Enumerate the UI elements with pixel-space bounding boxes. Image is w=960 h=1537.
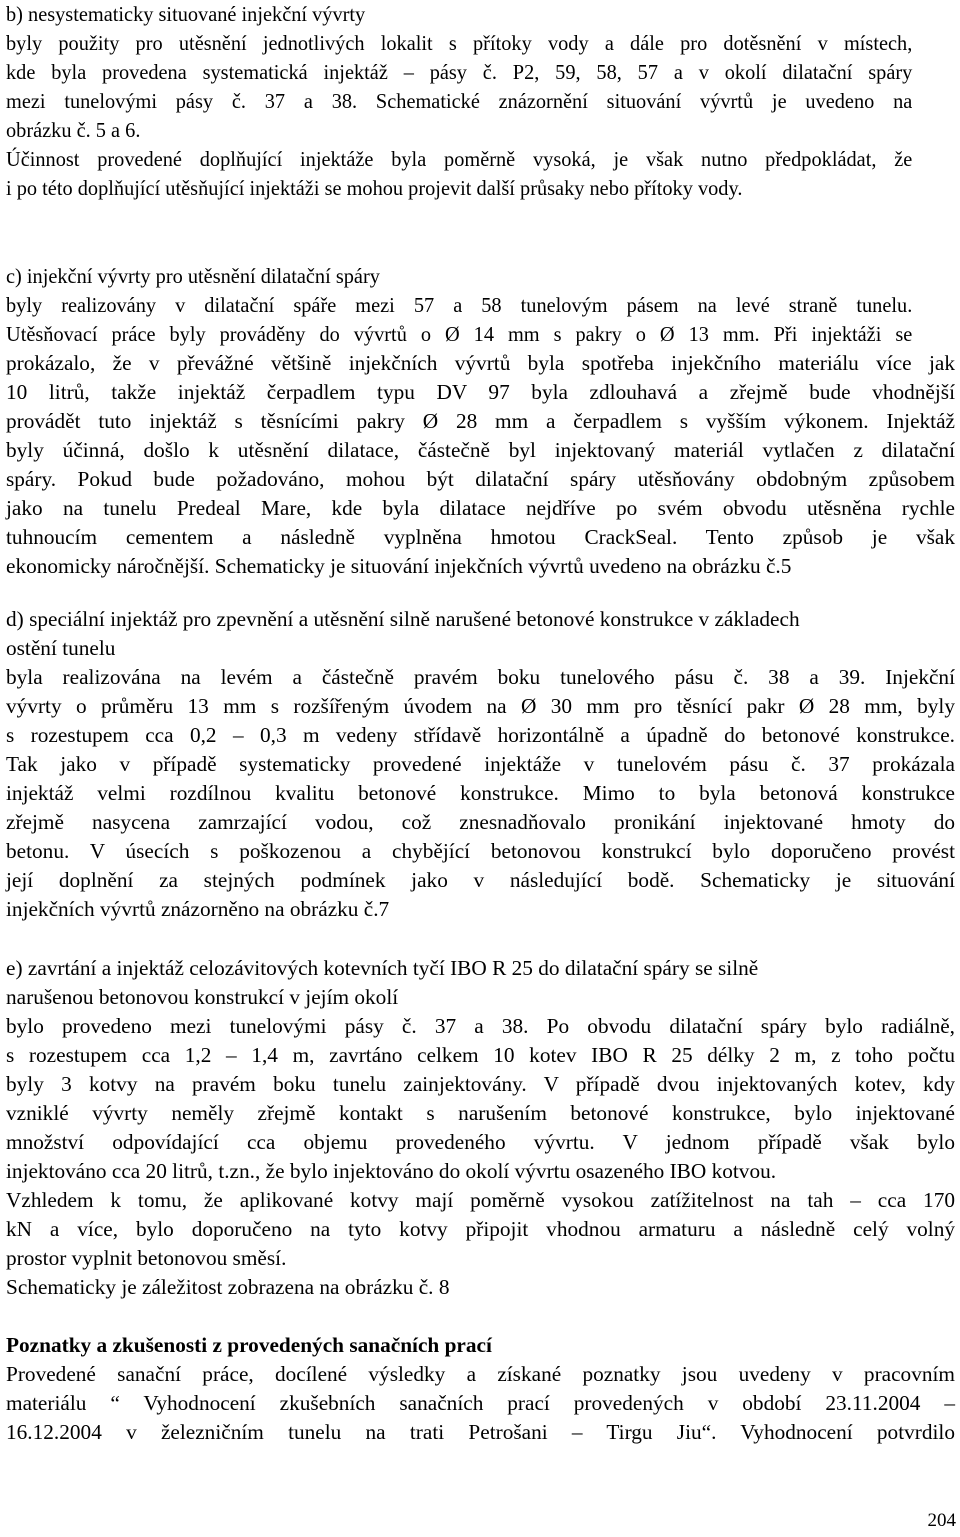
text-line: Účinnost provedené doplňující injektáže byla poměrně vysoká, je však nutno předpokládat, že (6, 147, 913, 171)
text-line: betonu. V úsecích s poškozenou a chybějící betonovou konstrukcí bylo doporučeno provést (6, 839, 955, 863)
text-line: injektáž velmi rozdílnou kvalitu betonové konstrukce. Mimo to byla betonová konstrukce (6, 781, 955, 805)
text-line: c) injekční vývrty pro utěsnění dilatační spáry (6, 264, 380, 288)
text-line: bylo provedeno mezi tunelovými pásy č. 37 a 38. Po obvodu dilatační spáry bylo radiálně, (6, 1014, 955, 1038)
text-line: Utěsňovací práce byly prováděny do vývrtů o Ø 14 mm s pakry o Ø 13 mm. Při injektáži se (6, 322, 913, 346)
text-line: kN a více, bylo doporučeno na tyto kotvy připojit vhodnou armaturu a následně celý volný (6, 1217, 955, 1241)
text-line: Tak jako v případě systematicky provedené injektáže v tunelovém pásu č. 37 prokázala (6, 752, 955, 776)
text-line: tuhnoucím cementem a následně vyplněna hmotou CrackSeal. Tento způsob je však (6, 525, 955, 549)
text-line: prokázalo, že v převážné většině injekčních vývrtů byla spotřeba injekčního materiálu více jak (6, 351, 955, 375)
text-line: b) nesystematicky situované injekční vývrty (6, 2, 366, 26)
text-line: jako na tunelu Predeal Mare, kde byla dilatace nejdříve po svém obvodu utěsněna rychle (6, 496, 955, 520)
text-line: byly realizovány v dilatační spáře mezi 57 a 58 tunelovým pásem na levé straně tunelu. (6, 293, 913, 317)
text-line: byly použity pro utěsnění jednotlivých lokalit s přítoky vody a dále pro dotěsnění v místech, (6, 31, 913, 55)
text-line: 16.12.2004 v železničním tunelu na trati Petrošani – Tirgu Jiu“. Vyhodnocení potvrdilo (6, 1420, 955, 1444)
text-line: zřejmě nasycena zamrzající vodou, což znesnadňovalo pronikání injektované hmoty do (6, 810, 955, 834)
text-line: vzniklé vývrty neměly zřejmě kontakt s narušením betonové konstrukce, bylo injektované (6, 1101, 955, 1125)
text-line: materiálu “ Vyhodnocení zkušebních sanačních prací provedených v období 23.11.2004 – (6, 1391, 955, 1415)
text-line: Schematicky je záležitost zobrazena na obrázku č. 8 (6, 1275, 450, 1299)
text-line: Provedené sanační práce, docílené výsledky a získané poznatky jsou uvedeny v pracovním (6, 1362, 955, 1386)
text-line: provádět tuto injektáž s těsnícími pakry Ø 28 mm a čerpadlem s vyšším výkonem. Injektáž (6, 409, 955, 433)
text-line: injekčních vývrtů znázorněno na obrázku č.7 (6, 897, 390, 921)
text-line: ostění tunelu (6, 636, 116, 660)
text-line: vývrty o průměru 13 mm s rozšířeným úvodem na Ø 30 mm pro těsnící pakr Ø 28 mm, byly (6, 694, 955, 718)
text-line: injektováno cca 20 litrů, t.zn., že bylo injektováno do okolí vývrtu osazeného IBO kotvou. (6, 1159, 777, 1183)
text-line: s rozestupem cca 1,2 – 1,4 m, zavrtáno celkem 10 kotev IBO R 25 délky 2 m, z toho počtu (6, 1043, 955, 1067)
text-line: narušenou betonovou konstrukcí v jejím okolí (6, 985, 399, 1009)
text-line: byly účinná, došlo k utěsnění dilatace, částečně byl injektovaný materiál vytlačen z dilatační (6, 438, 955, 462)
text-line: kde byla provedena systematická injektáž – pásy č. P2, 59, 58, 57 a v okolí dilatační spáry (6, 60, 913, 84)
text-line: d) speciální injektáž pro zpevnění a utěsnění silně narušené betonové konstrukce v základech (6, 607, 800, 631)
text-line: s rozestupem cca 0,2 – 0,3 m vedeny střídavě horizontálně a úpadně do betonové konstrukce. (6, 723, 955, 747)
text-line: obrázku č. 5 a 6. (6, 118, 141, 142)
text-line: ekonomicky náročnější. Schematicky je situování injekčních vývrtů uvedeno na obrázku č.5 (6, 554, 792, 578)
text-line: byla realizována na levém a částečně pravém boku tunelového pásu č. 38 a 39. Injekční (6, 665, 955, 689)
text-line: Poznatky a zkušenosti z provedených sanačních prací (6, 1333, 492, 1357)
text-line: množství odpovídající cca objemu provedeného vývrtu. V jednom případě však bylo (6, 1130, 955, 1154)
text-line: mezi tunelovými pásy č. 37 a 38. Schematické znázornění situování vývrtů je uvedeno na (6, 89, 913, 113)
text-line: byly 3 kotvy na pravém boku tunelu zainjektovány. V případě dvou injektovaných kotev, kdy (6, 1072, 955, 1096)
text-line: i po této doplňující utěsňující injektáži se mohou projevit další průsaky nebo přítoky vody. (6, 176, 743, 200)
page-number: 204 (927, 1510, 956, 1531)
text-line: její doplnění za stejných podmínek jako v následující bodě. Schematicky je situování (6, 868, 955, 892)
text-line: 10 litrů, takže injektáž čerpadlem typu DV 97 byla zdlouhavá a zřejmě bude vhodnější (6, 380, 955, 404)
text-line: Vzhledem k tomu, že aplikované kotvy mají poměrně vysokou zatížitelnost na tah – cca 170 (6, 1188, 955, 1212)
text-line: spáry. Pokud bude požadováno, mohou být dilatační spáry utěsňovány obdobným způsobem (6, 467, 955, 491)
text-line: prostor vyplnit betonovou směsí. (6, 1246, 287, 1270)
text-line: e) zavrtání a injektáž celozávitových kotevních tyčí IBO R 25 do dilatační spáry se silně (6, 956, 759, 980)
